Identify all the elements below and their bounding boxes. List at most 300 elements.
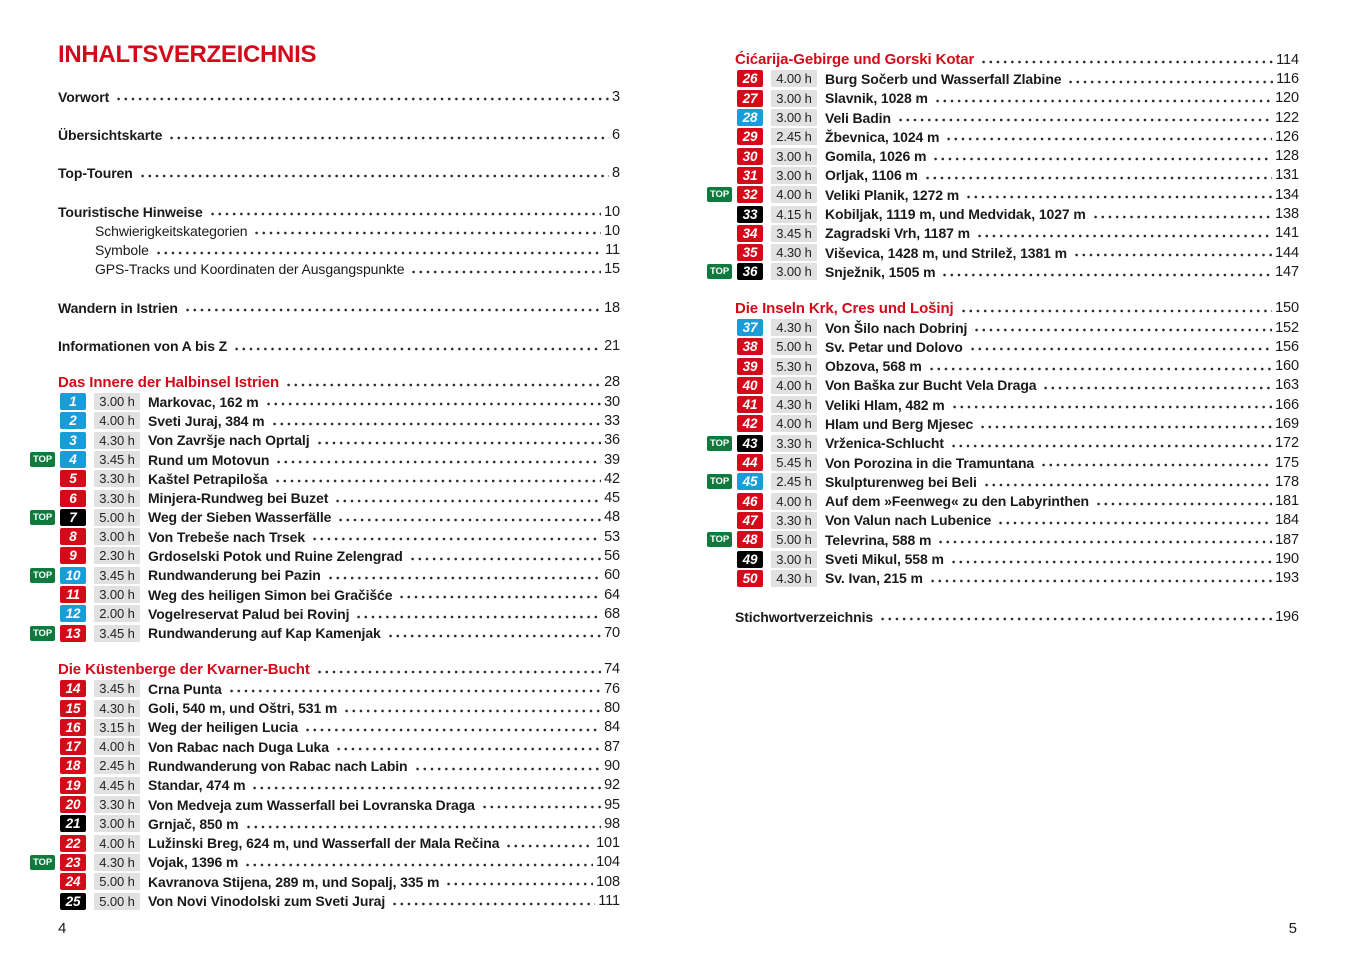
tour-duration: 4.00 h xyxy=(94,835,140,852)
tour-title: Sv. Ivan, 215 m xyxy=(825,570,923,587)
dot-leader xyxy=(934,98,1272,104)
tour-title: Grdoselski Potok und Ruine Zelengrad xyxy=(148,547,403,564)
dot-leader xyxy=(1042,385,1272,391)
dot-leader xyxy=(1073,252,1272,258)
tour-number-badge: 43 xyxy=(737,435,763,452)
tour-page-number: 190 xyxy=(1275,551,1299,568)
section-heading-row xyxy=(30,660,620,679)
section-page-number: 28 xyxy=(604,374,620,391)
top-badge-slot xyxy=(30,681,60,696)
tour-page-number: 128 xyxy=(1275,148,1299,165)
tour-number-badge: 7 xyxy=(60,509,86,526)
dot-leader xyxy=(973,327,1272,333)
tour-row xyxy=(30,872,620,891)
top-badge: TOP xyxy=(30,626,55,641)
top-badge: TOP xyxy=(707,187,732,202)
tour-row xyxy=(30,546,620,565)
tour-duration: 3.45 h xyxy=(94,567,140,584)
top-badge-slot xyxy=(707,455,737,470)
tour-duration: 4.00 h xyxy=(771,377,817,394)
dot-leader xyxy=(274,478,601,484)
tour-duration: 4.45 h xyxy=(94,777,140,794)
tour-duration: 3.00 h xyxy=(771,109,817,126)
tour-duration: 5.00 h xyxy=(94,873,140,890)
entry-label: Symbole xyxy=(95,242,149,259)
tour-title: Crna Punta xyxy=(148,680,222,697)
tour-title: Weg der Sieben Wasserfälle xyxy=(148,509,332,526)
top-badge-slot xyxy=(30,548,60,563)
tour-row xyxy=(30,698,620,717)
tour-row xyxy=(30,814,620,833)
dot-leader xyxy=(505,843,593,849)
top-badge-slot xyxy=(707,494,737,509)
top-badge: TOP xyxy=(30,510,55,525)
section-page-number: 74 xyxy=(604,661,620,678)
tour-page-number: 120 xyxy=(1275,90,1299,107)
entry-page-number: 6 xyxy=(612,126,620,143)
top-badge-slot xyxy=(30,894,60,909)
tour-page-number: 84 xyxy=(604,719,620,736)
section-page-number: 114 xyxy=(1276,51,1299,68)
dot-leader xyxy=(932,156,1272,162)
entry-label: Top-Touren xyxy=(58,165,133,182)
dot-leader xyxy=(253,230,601,236)
tour-title: Veliki Planik, 1272 m xyxy=(825,186,960,203)
top-badge-slot xyxy=(707,226,737,241)
toc-column-right xyxy=(707,50,1299,626)
dot-leader xyxy=(209,211,601,217)
dot-leader xyxy=(335,746,601,752)
tour-number-badge: 48 xyxy=(737,531,763,548)
tour-row xyxy=(707,453,1299,472)
tour-row xyxy=(707,243,1299,262)
tour-page-number: 169 xyxy=(1275,415,1299,432)
tour-title: Minjera-Rundweg bei Buzet xyxy=(148,490,329,507)
tour-row xyxy=(707,569,1299,588)
tour-page-number: 184 xyxy=(1275,512,1299,529)
tour-number-badge: 27 xyxy=(737,90,763,107)
top-badge-slot xyxy=(30,491,60,506)
tour-duration: 4.30 h xyxy=(771,244,817,261)
top-badge: TOP xyxy=(30,452,55,467)
dot-leader xyxy=(337,517,601,523)
tour-title: Weg des heiligen Simon bei Gračišće xyxy=(148,586,393,603)
dot-leader xyxy=(168,135,609,141)
tour-page-number: 116 xyxy=(1276,70,1299,87)
tour-number-badge: 40 xyxy=(737,377,763,394)
tour-page-number: 187 xyxy=(1275,531,1299,548)
tour-duration: 2.45 h xyxy=(94,757,140,774)
tour-title: Žbevnica, 1024 m xyxy=(825,128,940,145)
tour-number-badge: 12 xyxy=(60,605,86,622)
tour-row xyxy=(707,166,1299,185)
tour-row xyxy=(707,511,1299,530)
tour-row xyxy=(30,679,620,698)
tour-number-badge: 50 xyxy=(737,570,763,587)
dot-leader xyxy=(265,401,601,407)
tour-page-number: 144 xyxy=(1275,244,1299,261)
top-badge-slot xyxy=(30,816,60,831)
tour-title: Burg Sočerb und Wasserfall Zlabine xyxy=(825,70,1062,87)
tour-number-badge: 1 xyxy=(60,393,86,410)
tour-title: Kavranova Stijena, 289 m, und Sopalj, 335 m xyxy=(148,873,440,890)
tour-duration: 5.00 h xyxy=(771,531,817,548)
tour-duration: 4.30 h xyxy=(94,854,140,871)
tour-duration: 3.00 h xyxy=(771,551,817,568)
tour-number-badge: 35 xyxy=(737,244,763,261)
dot-leader xyxy=(271,421,602,427)
tour-duration: 5.00 h xyxy=(771,338,817,355)
top-badge-slot xyxy=(707,513,737,528)
dot-leader xyxy=(929,578,1272,584)
tour-page-number: 156 xyxy=(1275,338,1299,355)
tour-duration: 3.00 h xyxy=(771,167,817,184)
tour-number-badge: 45 xyxy=(737,473,763,490)
tour-page-number: 39 xyxy=(604,451,620,468)
tour-title: Rundwanderung bei Pazin xyxy=(148,567,321,584)
entry-label: Informationen von A bis Z xyxy=(58,338,228,355)
tour-page-number: 92 xyxy=(604,777,620,794)
dot-leader xyxy=(334,498,601,504)
tour-number-badge: 23 xyxy=(60,854,86,871)
tour-number-badge: 5 xyxy=(60,470,86,487)
top-badge-slot xyxy=(707,320,737,335)
tour-row xyxy=(707,434,1299,453)
tour-duration: 4.30 h xyxy=(771,570,817,587)
tour-title: Slavnik, 1028 m xyxy=(825,90,928,107)
toc-entry-row xyxy=(30,125,620,144)
top-badge-slot xyxy=(30,855,60,870)
dot-leader xyxy=(950,443,1272,449)
top-badge-slot xyxy=(30,874,60,889)
folio-left-page-number: 4 xyxy=(58,920,67,937)
tour-number-badge: 18 xyxy=(60,757,86,774)
tour-title: Rundwanderung auf Kap Kamenjak xyxy=(148,625,381,642)
tour-title: Snježnik, 1505 m xyxy=(825,263,936,280)
dot-leader xyxy=(1067,79,1273,85)
tour-duration: 4.00 h xyxy=(771,493,817,510)
tour-page-number: 98 xyxy=(604,815,620,832)
tour-number-badge: 15 xyxy=(60,700,86,717)
tour-title: Grnjač, 850 m xyxy=(148,815,239,832)
top-badge-slot xyxy=(707,436,737,451)
tour-page-number: 30 xyxy=(604,393,620,410)
tour-title: Skulpturenweg bei Beli xyxy=(825,473,977,490)
tour-duration: 4.30 h xyxy=(94,700,140,717)
tour-number-badge: 29 xyxy=(737,128,763,145)
tour-title: Vojak, 1396 m xyxy=(148,854,239,871)
entry-label: Übersichtskarte xyxy=(58,126,163,143)
tour-row xyxy=(707,356,1299,375)
tour-row xyxy=(30,776,620,795)
entry-page-number: 18 xyxy=(604,299,620,316)
tour-row xyxy=(30,566,620,585)
top-badge-slot xyxy=(707,168,737,183)
tour-row xyxy=(707,108,1299,127)
tour-duration: 4.30 h xyxy=(94,432,140,449)
top-badge-slot xyxy=(707,264,737,279)
tour-number-badge: 36 xyxy=(737,263,763,280)
tour-duration: 3.00 h xyxy=(771,90,817,107)
tour-number-badge: 47 xyxy=(737,512,763,529)
dot-leader xyxy=(937,539,1272,545)
page-title: INHALTSVERZEICHNIS xyxy=(58,41,317,68)
tour-number-badge: 34 xyxy=(737,225,763,242)
tour-title: Sveti Mikul, 558 m xyxy=(825,551,944,568)
tour-title: Markovac, 162 m xyxy=(148,393,259,410)
tour-page-number: 76 xyxy=(604,680,620,697)
tour-title: Lužinski Breg, 624 m, und Wasserfall der Mala Rečina xyxy=(148,835,500,852)
section-title: Das Innere der Halbinsel Istrien xyxy=(58,373,280,391)
top-badge-slot xyxy=(707,245,737,260)
tour-row xyxy=(707,127,1299,146)
dot-leader xyxy=(445,881,593,887)
toc-column-left xyxy=(30,42,620,911)
top-badge-slot xyxy=(707,207,737,222)
toc-entry-row xyxy=(30,87,620,106)
tour-title: Standar, 474 m xyxy=(148,777,246,794)
tour-page-number: 70 xyxy=(604,625,620,642)
tour-number-badge: 37 xyxy=(737,319,763,336)
tour-number-badge: 31 xyxy=(737,167,763,184)
dot-leader xyxy=(316,440,602,446)
dot-leader xyxy=(184,307,601,313)
dot-leader xyxy=(245,824,602,830)
tour-row xyxy=(707,549,1299,568)
tour-title: Veli Badin xyxy=(825,109,891,126)
tour-number-badge: 25 xyxy=(60,893,86,910)
entry-label: Stichwortverzeichnis xyxy=(735,608,874,625)
tour-duration: 4.00 h xyxy=(771,186,817,203)
top-badge-slot xyxy=(707,187,737,202)
section-title: Die Küstenberge der Kvarner-Bucht xyxy=(58,660,310,678)
tour-number-badge: 38 xyxy=(737,338,763,355)
dot-leader xyxy=(139,173,609,179)
tour-page-number: 56 xyxy=(604,547,620,564)
top-badge-slot xyxy=(30,739,60,754)
tour-page-number: 166 xyxy=(1275,396,1299,413)
tour-page-number: 48 xyxy=(604,509,620,526)
tour-page-number: 163 xyxy=(1275,377,1299,394)
tour-page-number: 172 xyxy=(1275,435,1299,452)
tour-duration: 3.00 h xyxy=(771,263,817,280)
tour-title: Kobiljak, 1119 m, und Medvidak, 1027 m xyxy=(825,206,1086,223)
tour-number-badge: 44 xyxy=(737,454,763,471)
tour-title: Viševica, 1428 m, und Strilež, 1381 m xyxy=(825,244,1067,261)
tour-number-badge: 32 xyxy=(737,186,763,203)
dot-leader xyxy=(950,559,1272,565)
tour-number-badge: 2 xyxy=(60,412,86,429)
tour-row xyxy=(707,492,1299,511)
tour-number-badge: 10 xyxy=(60,567,86,584)
section-title: Ćićarija-Gebirge und Gorski Kotar xyxy=(735,51,975,69)
tour-row xyxy=(30,604,620,623)
tour-title: Obzova, 568 m xyxy=(825,358,922,375)
top-badge-slot xyxy=(30,510,60,525)
top-badge-slot xyxy=(707,552,737,567)
tour-title: Sveti Juraj, 384 m xyxy=(148,412,265,429)
tour-duration: 3.45 h xyxy=(771,225,817,242)
tour-row xyxy=(30,585,620,604)
tour-title: Von Šilo nach Dobrinj xyxy=(825,319,968,336)
tour-page-number: 126 xyxy=(1275,128,1299,145)
entry-page-number: 21 xyxy=(604,338,620,355)
tour-row xyxy=(30,527,620,546)
top-badge-slot xyxy=(30,836,60,851)
tour-number-badge: 16 xyxy=(60,719,86,736)
tour-page-number: 131 xyxy=(1275,167,1299,184)
tour-page-number: 160 xyxy=(1275,358,1299,375)
tour-title: Von Rabac nach Duga Luka xyxy=(148,738,329,755)
tour-page-number: 122 xyxy=(1275,109,1299,126)
tour-number-badge: 30 xyxy=(737,148,763,165)
tour-title: Auf dem »Feenweg« zu den Labyrinthen xyxy=(825,493,1089,510)
top-badge-slot xyxy=(707,532,737,547)
tour-row xyxy=(30,737,620,756)
dot-leader xyxy=(481,804,601,810)
tour-row xyxy=(707,395,1299,414)
dot-leader xyxy=(924,175,1272,181)
top-badge-slot xyxy=(30,587,60,602)
toc-entry-row xyxy=(707,607,1299,626)
entry-label: Vorwort xyxy=(58,88,110,105)
tour-number-badge: 8 xyxy=(60,528,86,545)
tour-duration: 3.00 h xyxy=(771,148,817,165)
dot-leader xyxy=(304,727,601,733)
tour-duration: 3.30 h xyxy=(771,512,817,529)
tour-title: Von Novi Vinodolski zum Sveti Juraj xyxy=(148,893,386,910)
tour-row xyxy=(707,224,1299,243)
tour-page-number: 178 xyxy=(1275,473,1299,490)
top-badge-slot xyxy=(707,359,737,374)
top-badge-slot xyxy=(30,568,60,583)
tour-title: Sv. Petar und Dolovo xyxy=(825,338,963,355)
dot-leader xyxy=(945,136,1272,142)
tour-row xyxy=(30,795,620,814)
entry-page-number: 3 xyxy=(612,88,620,105)
tour-row xyxy=(707,185,1299,204)
tour-duration: 5.00 h xyxy=(94,893,140,910)
section-page-number: 150 xyxy=(1275,300,1299,317)
tour-title: Zagradski Vrh, 1187 m xyxy=(825,225,970,242)
tour-page-number: 45 xyxy=(604,490,620,507)
dot-leader xyxy=(233,346,601,352)
tour-page-number: 60 xyxy=(604,567,620,584)
tour-duration: 5.45 h xyxy=(771,454,817,471)
dot-leader xyxy=(355,614,601,620)
dot-leader xyxy=(960,308,1272,314)
section-title: Die Inseln Krk, Cres und Lošinj xyxy=(735,299,954,317)
tour-duration: 3.30 h xyxy=(94,490,140,507)
tour-page-number: 111 xyxy=(598,893,620,910)
tour-duration: 4.00 h xyxy=(771,70,817,87)
dot-leader xyxy=(275,459,601,465)
top-badge-slot xyxy=(30,433,60,448)
top-badge-slot xyxy=(707,129,737,144)
tour-row xyxy=(707,69,1299,88)
tour-duration: 4.00 h xyxy=(771,415,817,432)
tour-row xyxy=(30,392,620,411)
top-badge-slot xyxy=(707,71,737,86)
tour-number-badge: 24 xyxy=(60,873,86,890)
dot-leader xyxy=(976,233,1272,239)
tour-row xyxy=(707,472,1299,491)
tour-page-number: 42 xyxy=(604,470,620,487)
tour-number-badge: 13 xyxy=(60,625,86,642)
dot-leader xyxy=(327,575,601,581)
tour-duration: 3.30 h xyxy=(94,470,140,487)
tour-page-number: 134 xyxy=(1275,186,1299,203)
tour-duration: 2.45 h xyxy=(771,128,817,145)
tour-row xyxy=(30,756,620,775)
folio-right-page-number: 5 xyxy=(1288,920,1297,937)
tour-page-number: 33 xyxy=(604,412,620,429)
dot-leader xyxy=(414,766,602,772)
dot-leader xyxy=(311,536,601,542)
tour-number-badge: 14 xyxy=(60,680,86,697)
toc-entry-row xyxy=(30,164,620,183)
tour-title: Hlam und Berg Mjesec xyxy=(825,415,974,432)
tour-title: Rund um Motovun xyxy=(148,451,270,468)
tour-duration: 3.00 h xyxy=(94,393,140,410)
tour-row xyxy=(707,262,1299,281)
tour-row xyxy=(30,834,620,853)
dot-leader xyxy=(410,269,601,275)
tour-duration: 3.45 h xyxy=(94,625,140,642)
tour-title: Gomila, 1026 m xyxy=(825,148,927,165)
tour-number-badge: 42 xyxy=(737,415,763,432)
entry-page-number: 8 xyxy=(612,165,620,182)
dot-leader xyxy=(1095,501,1272,507)
dot-leader xyxy=(979,424,1272,430)
tour-row xyxy=(707,318,1299,337)
top-badge-slot xyxy=(707,110,737,125)
tour-row xyxy=(30,891,620,910)
tour-row xyxy=(707,146,1299,165)
tour-row xyxy=(30,450,620,469)
tour-row xyxy=(707,414,1299,433)
tour-row xyxy=(707,376,1299,395)
dot-leader xyxy=(928,366,1272,372)
dot-leader xyxy=(285,382,601,388)
top-badge: TOP xyxy=(707,436,732,451)
tour-row xyxy=(30,411,620,430)
tour-duration: 4.30 h xyxy=(771,396,817,413)
tour-row xyxy=(30,718,620,737)
dot-leader xyxy=(244,862,593,868)
tour-number-badge: 21 xyxy=(60,815,86,832)
dot-leader xyxy=(409,556,601,562)
tour-duration: 4.00 h xyxy=(94,738,140,755)
tour-duration: 5.00 h xyxy=(94,509,140,526)
tour-page-number: 68 xyxy=(604,605,620,622)
top-badge-slot xyxy=(30,413,60,428)
tour-page-number: 138 xyxy=(1275,206,1299,223)
tour-title: Orljak, 1106 m xyxy=(825,167,918,184)
dot-leader xyxy=(228,688,601,694)
tour-number-badge: 17 xyxy=(60,738,86,755)
tour-number-badge: 26 xyxy=(737,70,763,87)
tour-number-badge: 22 xyxy=(60,835,86,852)
dot-leader xyxy=(980,59,1273,65)
dot-leader xyxy=(316,669,601,675)
toc-entry-row xyxy=(30,336,620,355)
section-heading-row xyxy=(707,299,1299,318)
top-badge: TOP xyxy=(707,264,732,279)
entry-label: Schwierigkeitskategorien xyxy=(95,222,248,239)
tour-number-badge: 11 xyxy=(60,586,86,603)
top-badge-slot xyxy=(707,91,737,106)
